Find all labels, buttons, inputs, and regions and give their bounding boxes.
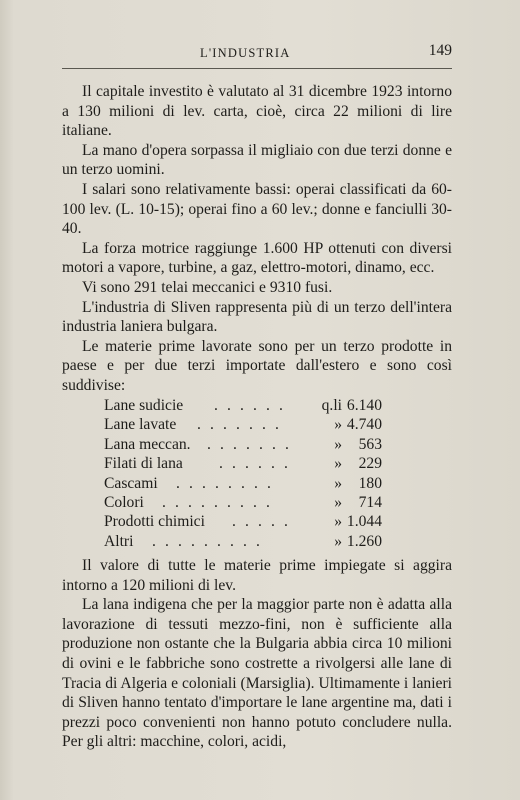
material-name: Lane lavate bbox=[104, 416, 177, 434]
paragraph: Il capitale investito è valutato al 31 dicembre 1923 intorno a 130 milioni di lev. carta, cioè, circa 22 milioni di lire italiane. bbox=[62, 83, 452, 140]
paragraph: La lana indigena che per la maggior parte non è adatta alla lavorazione di tessuti mezzo-fini, non è sufficiente alla produzione non ostante che la Bulgaria abbia circa 10 milioni di ovini e le fabbriche sono costrette a rivolgersi alle lane di Tracia di Algeria e coloniali (Marsiglia). Ultimamente i lanieri di Sliven hanno tentato d'importare le lane argentine ma, dati i prezzi poco convenienti non hanno potuto concludere nulla. Per gli altri: macchine, colori, acidi, bbox=[62, 596, 452, 751]
material-value: 1.044 bbox=[346, 513, 382, 531]
body-text-top bbox=[62, 82, 452, 396]
leader-dots: . . . . . . . . bbox=[176, 474, 274, 492]
material-name: Cascami bbox=[104, 474, 158, 492]
leader-dots: . . . . . . . bbox=[207, 435, 292, 453]
material-name: Altri bbox=[104, 532, 134, 550]
material-unit: » bbox=[334, 474, 342, 492]
material-unit: » bbox=[334, 435, 342, 453]
leader-dots: . . . . . bbox=[232, 513, 291, 531]
material-name: Filati di lana bbox=[104, 455, 183, 473]
materials-table bbox=[104, 396, 382, 551]
material-value: 4.740 bbox=[346, 416, 382, 434]
material-row bbox=[104, 435, 382, 454]
leader-dots: . . . . . . . . . bbox=[162, 493, 273, 511]
paragraph: Le materie prime lavorate sono per un terzo prodotte in paese e per due terzi importate dall'estero e sono così suddivise: bbox=[62, 337, 452, 394]
material-row bbox=[104, 396, 382, 415]
material-unit: » bbox=[334, 455, 342, 473]
leader-dots: . . . . . . bbox=[214, 397, 286, 414]
material-value: 180 bbox=[358, 474, 382, 492]
leader-dots: . . . . . . . bbox=[197, 416, 282, 434]
material-value: 1.260 bbox=[346, 532, 382, 550]
page-header bbox=[62, 44, 452, 69]
material-name: Colori bbox=[104, 493, 144, 511]
material-unit: » bbox=[334, 493, 342, 511]
material-row bbox=[104, 415, 382, 434]
paragraph: La mano d'opera sorpassa il migliaio con due terzi donne e un terzo uomini. bbox=[62, 141, 452, 179]
paragraph: La forza motrice raggiunge 1.600 HP ottenuti con diversi motori a vapore, turbine, a gaz, elettro-motori, dinamo, ecc. bbox=[62, 239, 452, 277]
material-unit: q.li bbox=[321, 397, 342, 414]
material-value: 563 bbox=[358, 435, 382, 453]
material-value: 229 bbox=[358, 455, 382, 473]
paragraph: I salari sono relativamente bassi: operai classificati da 60-100 lev. (L. 10-15); operai fino a 60 lev.; donne e fanciulli 30-40. bbox=[62, 180, 452, 238]
material-row bbox=[104, 532, 382, 551]
material-row bbox=[104, 493, 382, 512]
material-unit: » bbox=[334, 532, 342, 550]
leader-dots: . . . . . . bbox=[219, 455, 291, 473]
paragraph: Vi sono 291 telai meccanici e 9310 fusi. bbox=[82, 278, 333, 296]
paragraph: Il valore di tutte le materie prime impiegate si aggira intorno a 120 milioni di lev. bbox=[62, 557, 452, 594]
material-name: Lane sudicie bbox=[104, 397, 184, 414]
material-row bbox=[104, 474, 382, 493]
material-unit: » bbox=[334, 513, 342, 531]
running-title: L'INDUSTRIA bbox=[200, 46, 291, 60]
material-name: Prodotti chimici bbox=[104, 513, 205, 531]
body-text-bottom bbox=[62, 556, 452, 752]
page-number: 149 bbox=[428, 42, 452, 59]
material-value: 714 bbox=[358, 493, 382, 511]
leader-dots: . . . . . . . . . bbox=[152, 532, 263, 550]
material-unit: » bbox=[334, 416, 342, 434]
material-row bbox=[104, 512, 382, 531]
material-name: Lana meccan. bbox=[104, 435, 191, 453]
material-value: 6.140 bbox=[346, 397, 382, 414]
paragraph: L'industria di Sliven rappresenta più di un terzo dell'intera industria laniera bulgara. bbox=[62, 298, 452, 336]
material-row bbox=[104, 454, 382, 473]
